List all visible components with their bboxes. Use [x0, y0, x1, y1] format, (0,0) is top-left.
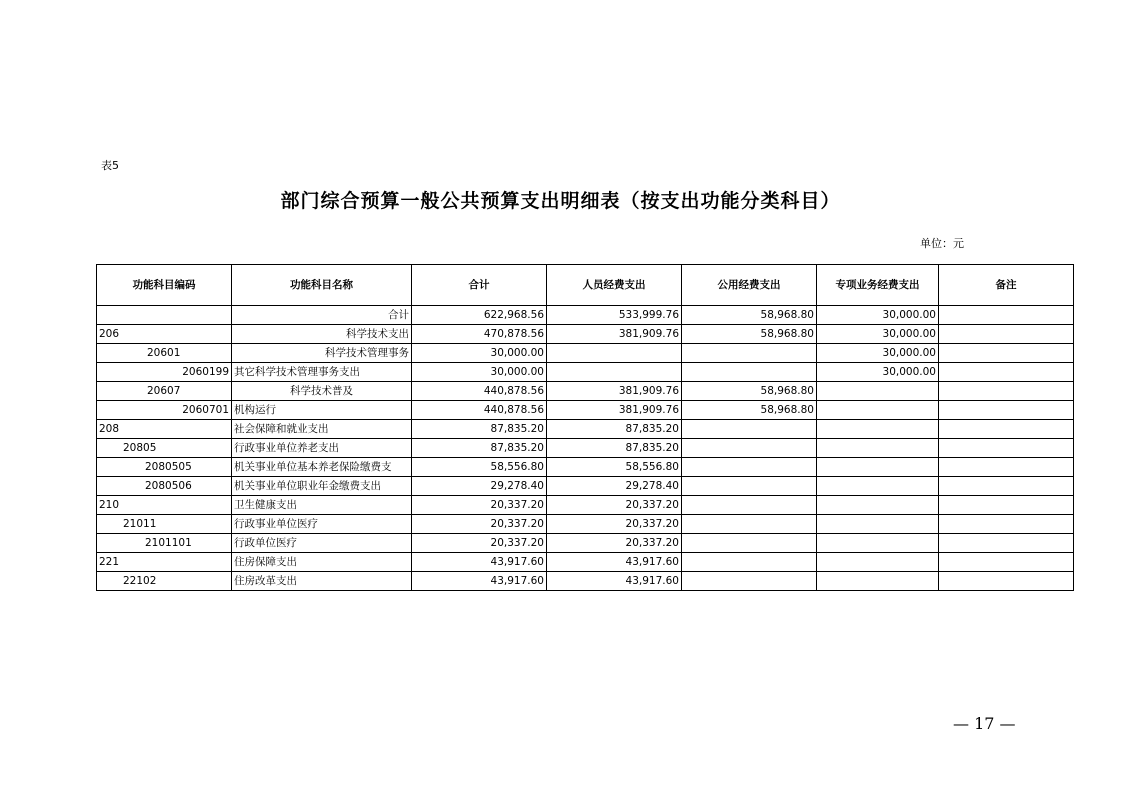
- row-note: [939, 325, 1074, 344]
- row-public: [682, 572, 817, 591]
- table-label: 表5: [101, 159, 119, 172]
- row-code: 20607: [97, 382, 232, 401]
- row-total: 440,878.56: [412, 382, 547, 401]
- row-public: [682, 553, 817, 572]
- row-code: 2080506: [97, 477, 232, 496]
- row-public: [682, 363, 817, 382]
- row-name: 行政事业单位养老支出: [232, 439, 412, 458]
- row-name: 行政单位医疗: [232, 534, 412, 553]
- row-special: 30,000.00: [817, 306, 939, 325]
- table-row: [97, 382, 1074, 401]
- header-total: 合计: [412, 265, 547, 306]
- row-special: [817, 401, 939, 420]
- row-special: [817, 534, 939, 553]
- row-name: 社会保障和就业支出: [232, 420, 412, 439]
- row-personnel: 20,337.20: [547, 515, 682, 534]
- row-public: [682, 439, 817, 458]
- row-note: [939, 458, 1074, 477]
- unit-label: 单位：元: [920, 237, 964, 250]
- row-code: 2060199: [97, 363, 232, 382]
- row-special: [817, 458, 939, 477]
- row-public: 58,968.80: [682, 382, 817, 401]
- row-personnel: 20,337.20: [547, 534, 682, 553]
- row-total: 30,000.00: [412, 344, 547, 363]
- row-note: [939, 572, 1074, 591]
- row-total: 20,337.20: [412, 496, 547, 515]
- row-total: 87,835.20: [412, 439, 547, 458]
- row-personnel: 43,917.60: [547, 553, 682, 572]
- row-special: [817, 477, 939, 496]
- row-code: 2080505: [97, 458, 232, 477]
- row-code: 221: [97, 553, 232, 572]
- row-public: [682, 534, 817, 553]
- row-name: 住房保障支出: [232, 553, 412, 572]
- row-name: 科学技术普及: [232, 382, 412, 401]
- row-code: 2060701: [97, 401, 232, 420]
- row-special: [817, 553, 939, 572]
- row-special: 30,000.00: [817, 344, 939, 363]
- row-name: 其它科学技术管理事务支出: [232, 363, 412, 382]
- row-special: 30,000.00: [817, 325, 939, 344]
- page-number: — 17 —: [953, 714, 1016, 733]
- row-total: 20,337.20: [412, 534, 547, 553]
- header-special: 专项业务经费支出: [817, 265, 939, 306]
- row-total: 43,917.60: [412, 572, 547, 591]
- row-personnel: 381,909.76: [547, 325, 682, 344]
- table-row: [97, 325, 1074, 344]
- row-special: [817, 439, 939, 458]
- header-note: 备注: [939, 265, 1074, 306]
- row-special: [817, 420, 939, 439]
- row-note: [939, 477, 1074, 496]
- row-personnel: 381,909.76: [547, 401, 682, 420]
- row-name: 科学技术支出: [232, 325, 412, 344]
- page-title: 部门综合预算一般公共预算支出明细表（按支出功能分类科目）: [280, 190, 841, 212]
- row-name: 卫生健康支出: [232, 496, 412, 515]
- row-code: 22102: [97, 572, 232, 591]
- row-special: [817, 382, 939, 401]
- row-personnel: [547, 344, 682, 363]
- row-public: 58,968.80: [682, 306, 817, 325]
- header-code: 功能科目编码: [97, 265, 232, 306]
- row-personnel: 533,999.76: [547, 306, 682, 325]
- row-public: [682, 477, 817, 496]
- table-row: [97, 553, 1074, 572]
- row-note: [939, 382, 1074, 401]
- table-row: [97, 496, 1074, 515]
- table-row: [97, 534, 1074, 553]
- row-total: 470,878.56: [412, 325, 547, 344]
- table-row: [97, 306, 1074, 325]
- table-row: [97, 363, 1074, 382]
- row-code: 208: [97, 420, 232, 439]
- row-name: 机关事业单位基本养老保险缴费支: [232, 458, 412, 477]
- row-name: 住房改革支出: [232, 572, 412, 591]
- row-public: [682, 458, 817, 477]
- row-total: 58,556.80: [412, 458, 547, 477]
- row-special: 30,000.00: [817, 363, 939, 382]
- header-personnel: 人员经费支出: [547, 265, 682, 306]
- table-row: [97, 477, 1074, 496]
- row-code: 210: [97, 496, 232, 515]
- row-code: 21011: [97, 515, 232, 534]
- row-personnel: 381,909.76: [547, 382, 682, 401]
- table-row: [97, 439, 1074, 458]
- row-public: [682, 420, 817, 439]
- row-total: 622,968.56: [412, 306, 547, 325]
- table-row: [97, 420, 1074, 439]
- row-code: 20805: [97, 439, 232, 458]
- header-public: 公用经费支出: [682, 265, 817, 306]
- row-total: 20,337.20: [412, 515, 547, 534]
- table-row: [97, 572, 1074, 591]
- row-note: [939, 363, 1074, 382]
- table-row: [97, 458, 1074, 477]
- row-personnel: 43,917.60: [547, 572, 682, 591]
- row-note: [939, 306, 1074, 325]
- row-personnel: 87,835.20: [547, 420, 682, 439]
- row-note: [939, 401, 1074, 420]
- table-row: [97, 515, 1074, 534]
- row-public: [682, 515, 817, 534]
- row-name: 科学技术管理事务: [232, 344, 412, 363]
- row-total: 43,917.60: [412, 553, 547, 572]
- row-code: 2101101: [97, 534, 232, 553]
- row-code: [97, 306, 232, 325]
- row-public: [682, 496, 817, 515]
- row-public: [682, 344, 817, 363]
- row-name: 机构运行: [232, 401, 412, 420]
- row-note: [939, 553, 1074, 572]
- table-row: [97, 401, 1074, 420]
- row-total: 29,278.40: [412, 477, 547, 496]
- budget-table: [96, 264, 1074, 591]
- row-total: 87,835.20: [412, 420, 547, 439]
- row-note: [939, 515, 1074, 534]
- row-personnel: 20,337.20: [547, 496, 682, 515]
- table-row: [97, 344, 1074, 363]
- row-special: [817, 572, 939, 591]
- row-name: 合计: [232, 306, 412, 325]
- row-code: 20601: [97, 344, 232, 363]
- header-name: 功能科目名称: [232, 265, 412, 306]
- row-note: [939, 534, 1074, 553]
- row-personnel: 29,278.40: [547, 477, 682, 496]
- row-note: [939, 344, 1074, 363]
- row-personnel: 87,835.20: [547, 439, 682, 458]
- row-special: [817, 515, 939, 534]
- row-name: 机关事业单位职业年金缴费支出: [232, 477, 412, 496]
- row-personnel: [547, 363, 682, 382]
- row-note: [939, 496, 1074, 515]
- row-code: 206: [97, 325, 232, 344]
- row-name: 行政事业单位医疗: [232, 515, 412, 534]
- row-note: [939, 439, 1074, 458]
- row-total: 30,000.00: [412, 363, 547, 382]
- row-public: 58,968.80: [682, 401, 817, 420]
- row-special: [817, 496, 939, 515]
- row-personnel: 58,556.80: [547, 458, 682, 477]
- row-public: 58,968.80: [682, 325, 817, 344]
- table-header-row: [97, 265, 1074, 306]
- row-total: 440,878.56: [412, 401, 547, 420]
- row-note: [939, 420, 1074, 439]
